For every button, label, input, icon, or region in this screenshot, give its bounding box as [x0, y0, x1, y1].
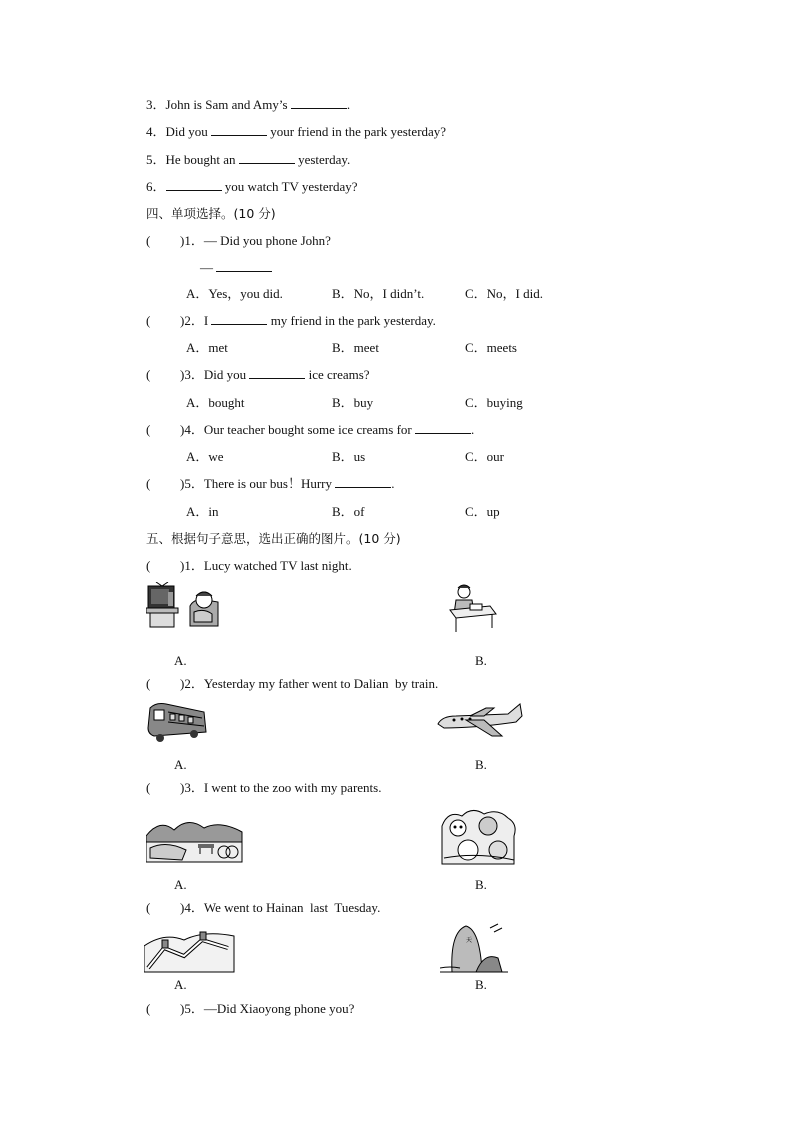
answer-paren[interactable]: ( [146, 900, 151, 915]
question-text: Lucy watched TV last night. [203, 558, 352, 573]
question-number: )4． [180, 422, 204, 437]
answer-blank[interactable] [249, 367, 305, 379]
item-text: your friend in the park yesterday? [267, 124, 447, 139]
s4-question-3 [146, 367, 370, 383]
item-text: you watch TV yesterday? [221, 179, 358, 194]
item-number: 3． [146, 97, 166, 112]
s5-question-5 [146, 1001, 354, 1017]
s4-question-2 [146, 313, 436, 329]
question-number: )5． [180, 1001, 204, 1016]
s5-question-1 [146, 558, 352, 574]
doing-homework-picture[interactable] [444, 582, 500, 634]
choice-a-label: A. [174, 977, 187, 992]
question-text: I [203, 313, 212, 328]
zoo-picture[interactable] [438, 806, 520, 868]
plane-picture[interactable] [436, 702, 524, 742]
question-number: )2． [180, 676, 204, 691]
answer-blank[interactable] [415, 422, 471, 434]
answer-paren[interactable]: ( [146, 558, 151, 573]
option-c[interactable]: C．our [465, 449, 505, 464]
choice-b-label: B. [475, 977, 487, 992]
item-text: yesterday. [294, 152, 351, 167]
answer-paren[interactable]: ( [146, 780, 151, 795]
answer-blank[interactable] [211, 313, 267, 325]
fill-item-3 [146, 97, 350, 113]
item-text: John is Sam and Amy’s [165, 97, 291, 112]
item-number: 6． [146, 179, 166, 194]
train-picture[interactable] [146, 700, 208, 744]
option-c[interactable]: C．buying [465, 395, 523, 410]
s4-question-1-reply [200, 260, 272, 276]
question-text: We went to Hainan last Tuesday. [203, 900, 381, 915]
s4-question-4 [146, 422, 474, 438]
s4-question-1 [146, 233, 331, 249]
question-number: )2． [180, 313, 204, 328]
choice-a-label: A. [174, 653, 187, 668]
question-text: my friend in the park yesterday. [267, 313, 436, 328]
item-text: Did you [165, 124, 212, 139]
answer-blank[interactable] [166, 179, 222, 191]
choice-b-label: B. [475, 757, 487, 772]
answer-blank[interactable] [211, 124, 267, 136]
option-b[interactable]: B．buy [332, 395, 374, 410]
option-b[interactable]: B．of [332, 504, 365, 519]
answer-paren[interactable]: ( [146, 476, 151, 491]
section-4-title: 四、单项选择。(10 分) [146, 206, 276, 221]
answer-paren[interactable]: ( [146, 676, 151, 691]
option-a[interactable]: A．bought [186, 395, 245, 410]
answer-paren[interactable]: ( [146, 422, 151, 437]
item-text: He bought an [165, 152, 239, 167]
choice-a-label: A. [174, 757, 187, 772]
park-picture[interactable] [146, 814, 244, 864]
option-b[interactable]: B．No，I didn’t. [332, 286, 425, 301]
answer-paren[interactable]: ( [146, 367, 151, 382]
question-number: )4． [180, 900, 204, 915]
s4-question-5 [146, 476, 395, 492]
s5-question-3 [146, 780, 381, 796]
item-number: 4． [146, 124, 166, 139]
option-c[interactable]: C．No，I did. [465, 286, 544, 301]
item-number: 5． [146, 152, 166, 167]
dash: — [200, 260, 217, 275]
watching-tv-picture[interactable] [146, 582, 222, 632]
fill-item-5 [146, 152, 350, 168]
question-text: . [471, 422, 475, 437]
question-text: ice creams? [305, 367, 370, 382]
option-a[interactable]: A．we [186, 449, 224, 464]
option-b[interactable]: B．meet [332, 340, 379, 355]
question-number: )5． [180, 476, 204, 491]
question-text: — Did you phone John? [203, 233, 331, 248]
fill-item-6 [146, 179, 358, 195]
option-b[interactable]: B．us [332, 449, 366, 464]
question-text: . [391, 476, 395, 491]
answer-blank[interactable] [216, 260, 272, 272]
question-text: Yesterday my father went to Dalian by train. [203, 676, 439, 691]
question-text: Did you [203, 367, 250, 382]
s5-question-2 [146, 676, 438, 692]
question-text: There is our bus！Hurry [203, 476, 336, 491]
option-a[interactable]: A．met [186, 340, 228, 355]
option-c[interactable]: C．up [465, 504, 500, 519]
great-wall-picture[interactable] [144, 926, 236, 974]
answer-paren[interactable]: ( [146, 1001, 151, 1016]
question-text: —Did Xiaoyong phone you? [203, 1001, 355, 1016]
choice-b-label: B. [475, 653, 487, 668]
question-number: )3． [180, 367, 204, 382]
option-c[interactable]: C．meets [465, 340, 517, 355]
svg-text:天: 天 [466, 937, 473, 944]
question-number: )1． [180, 233, 204, 248]
option-a[interactable]: A．in [186, 504, 219, 519]
answer-blank[interactable] [291, 97, 347, 109]
question-number: )3． [180, 780, 204, 795]
choice-a-label: A. [174, 877, 187, 892]
fill-item-4 [146, 124, 446, 140]
item-text: . [346, 97, 351, 112]
answer-blank[interactable] [335, 476, 391, 488]
answer-paren[interactable]: ( [146, 313, 151, 328]
question-text: Our teacher bought some ice creams for [203, 422, 416, 437]
choice-b-label: B. [475, 877, 487, 892]
question-text: I went to the zoo with my parents. [203, 780, 382, 795]
question-number: )1． [180, 558, 204, 573]
answer-blank[interactable] [239, 152, 295, 164]
answer-paren[interactable]: ( [146, 233, 151, 248]
s5-question-4 [146, 900, 380, 916]
hainan-rock-picture[interactable] [440, 922, 508, 974]
section-5-title: 五、根据句子意思，选出正确的图片。(10 分) [146, 531, 401, 546]
option-a[interactable]: A．Yes，you did. [186, 286, 283, 301]
